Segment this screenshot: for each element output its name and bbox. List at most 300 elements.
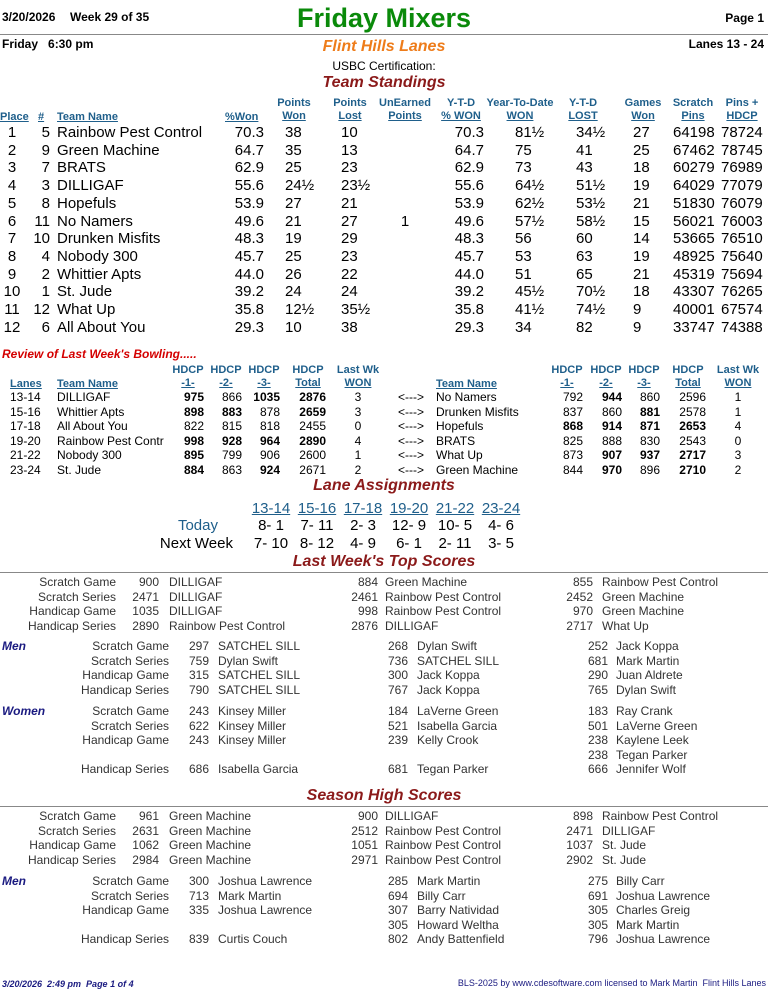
score-name-3: Joshua Lawrence bbox=[616, 888, 711, 903]
rev-col-g1: -1- bbox=[181, 377, 195, 389]
score-name-3: Rainbow Pest Control bbox=[602, 809, 719, 823]
review-a-total: 2671 bbox=[299, 462, 326, 477]
score-name-2: Barry Natividad bbox=[417, 903, 500, 917]
score-name-1: Rainbow Pest Control bbox=[169, 618, 286, 633]
standings-row bbox=[0, 283, 768, 301]
score-value-1: 2984 bbox=[132, 852, 159, 867]
standing-pct-won: 29.3 bbox=[234, 318, 264, 336]
standing-ytd-won: 62½ bbox=[515, 194, 545, 212]
score-value-3: 238 bbox=[587, 733, 608, 747]
review-team-b: Hopefuls bbox=[436, 419, 484, 433]
score-row bbox=[0, 604, 768, 618]
review-b-total: 2578 bbox=[679, 404, 706, 419]
score-name-1: Green Machine bbox=[169, 809, 252, 823]
review-a-g2: 866 bbox=[221, 390, 242, 404]
standing-pins-hdcp: 74388 bbox=[721, 318, 763, 336]
standings-row bbox=[0, 230, 768, 248]
standing-scratch-pins: 45319 bbox=[673, 265, 715, 283]
standing-number: 4 bbox=[41, 247, 50, 265]
score-row bbox=[0, 918, 768, 932]
score-value-3: 305 bbox=[587, 917, 608, 932]
score-label: Scratch Series bbox=[37, 823, 116, 838]
score-row bbox=[0, 704, 768, 718]
review-a-won: 4 bbox=[354, 433, 362, 448]
standing-points-won: 24½ bbox=[285, 177, 315, 195]
score-name-2: Andy Battenfield bbox=[417, 932, 505, 946]
review-versus: <---> bbox=[398, 448, 425, 462]
standing-pins-hdcp: 67574 bbox=[721, 301, 763, 318]
score-label: Scratch Game bbox=[92, 704, 169, 718]
standing-pins-hdcp: 78724 bbox=[721, 124, 763, 141]
rev-col-total-2: Total bbox=[675, 377, 701, 389]
review-team-a: Whittier Apts bbox=[57, 404, 125, 419]
standing-team: DILLIGAF bbox=[57, 177, 124, 195]
standing-place: 7 bbox=[7, 230, 17, 248]
review-row bbox=[0, 390, 768, 404]
score-name-1: SATCHEL SILL bbox=[218, 639, 301, 653]
score-label: Handicap Series bbox=[80, 932, 169, 946]
standings-title: Team Standings bbox=[322, 74, 446, 91]
standing-ytd-lost: 74½ bbox=[576, 301, 606, 318]
standings-row bbox=[0, 248, 768, 266]
standing-ytd-won: 41½ bbox=[515, 301, 545, 318]
standing-points-lost: 21 bbox=[341, 194, 358, 212]
score-name-2: DILLIGAF bbox=[385, 618, 439, 633]
standing-ytd-pct: 44.0 bbox=[454, 265, 484, 283]
review-b-g1: 844 bbox=[562, 462, 583, 477]
standing-ytd-lost: 65 bbox=[576, 265, 593, 283]
review-a-won: 0 bbox=[354, 419, 362, 433]
score-value-1: 839 bbox=[188, 932, 209, 946]
score-value-2: 184 bbox=[387, 704, 408, 718]
score-name-1: Isabella Garcia bbox=[218, 762, 299, 776]
standing-points-lost: 24 bbox=[341, 283, 358, 301]
standing-games-won: 18 bbox=[633, 283, 650, 301]
score-name-1: Joshua Lawrence bbox=[218, 874, 313, 888]
standing-pct-won: 62.9 bbox=[234, 159, 264, 177]
standing-team: Nobody 300 bbox=[57, 247, 138, 265]
col-scratch-2: Pins bbox=[681, 110, 705, 122]
review-a-g3: 924 bbox=[259, 462, 280, 477]
review-a-g3: 964 bbox=[259, 433, 280, 448]
page-label: Page 1 bbox=[725, 11, 764, 25]
standing-ytd-pct: 64.7 bbox=[454, 141, 484, 159]
standing-number: 2 bbox=[41, 265, 50, 283]
review-row bbox=[0, 419, 768, 433]
review-team-b: No Namers bbox=[436, 390, 497, 404]
score-name-3: Juan Aldrete bbox=[616, 668, 683, 682]
review-b-g3: 830 bbox=[639, 433, 660, 448]
lane-today-match: 12- 9 bbox=[391, 517, 427, 534]
score-name-2: Howard Weltha bbox=[417, 917, 499, 932]
standing-team: Rainbow Pest Control bbox=[57, 124, 203, 141]
score-name-1: DILLIGAF bbox=[169, 575, 223, 589]
standing-scratch-pins: 64198 bbox=[673, 124, 715, 141]
week-label: Week 29 of 35 bbox=[70, 10, 150, 24]
col-unearned-2: Points bbox=[388, 110, 422, 122]
standing-pct-won: 45.7 bbox=[234, 247, 264, 265]
score-label: Handicap Series bbox=[80, 762, 169, 776]
standing-number: 3 bbox=[41, 177, 50, 195]
standing-scratch-pins: 53665 bbox=[673, 230, 715, 248]
review-b-total: 2596 bbox=[679, 390, 706, 404]
rev-col-lastwk: Last Wk bbox=[336, 364, 380, 376]
score-name-3: Charles Greig bbox=[616, 903, 691, 917]
score-value-1: 961 bbox=[138, 809, 159, 823]
score-name-3: Billy Carr bbox=[616, 874, 665, 888]
rev-col-hdcp: HDCP bbox=[248, 364, 280, 376]
score-value-2: 1051 bbox=[351, 838, 378, 852]
rev-col-hdcp: HDCP bbox=[551, 364, 583, 376]
col-ytd-won-2: WON bbox=[506, 110, 534, 122]
score-row bbox=[0, 853, 768, 867]
standings-row bbox=[0, 177, 768, 195]
score-value-2: 521 bbox=[387, 718, 408, 733]
standing-points-lost: 27 bbox=[341, 212, 358, 230]
standing-scratch-pins: 64029 bbox=[673, 177, 715, 195]
header-divider bbox=[0, 34, 768, 35]
season-high-divider bbox=[0, 806, 768, 807]
review-a-won: 1 bbox=[354, 448, 362, 462]
score-row bbox=[0, 932, 768, 946]
standing-points-lost: 10 bbox=[341, 124, 358, 141]
standing-team: Hopefuls bbox=[57, 194, 117, 212]
standing-points-won: 19 bbox=[285, 230, 302, 248]
review-a-g3: 818 bbox=[259, 419, 280, 433]
score-value-1: 243 bbox=[188, 733, 209, 747]
score-row bbox=[0, 889, 768, 903]
standing-place: 4 bbox=[7, 177, 17, 195]
lane-assignments-title: Lane Assignments bbox=[313, 477, 455, 494]
review-b-g3: 896 bbox=[639, 462, 660, 477]
score-label: Scratch Game bbox=[92, 874, 169, 888]
score-value-3: 501 bbox=[587, 718, 608, 733]
review-team-a: Nobody 300 bbox=[57, 448, 122, 462]
top-women-label: Women bbox=[2, 704, 46, 718]
standings-row bbox=[0, 124, 768, 142]
score-name-2: Kelly Crook bbox=[417, 733, 479, 747]
score-name-3: Green Machine bbox=[602, 604, 685, 618]
score-label: Handicap Series bbox=[27, 852, 116, 867]
standing-ytd-pct: 35.8 bbox=[454, 301, 484, 318]
standing-points-won: 21 bbox=[285, 212, 302, 230]
score-name-2: Rainbow Pest Control bbox=[385, 838, 502, 852]
standings-row bbox=[0, 159, 768, 177]
score-row bbox=[0, 719, 768, 733]
standing-scratch-pins: 56021 bbox=[673, 212, 715, 230]
standing-pins-hdcp: 77079 bbox=[721, 177, 763, 195]
review-lanes: 19-20 bbox=[10, 433, 41, 448]
score-row bbox=[0, 824, 768, 838]
score-label: Scratch Series bbox=[37, 589, 116, 604]
score-name-3: Mark Martin bbox=[616, 653, 680, 668]
score-value-2: 998 bbox=[357, 604, 378, 618]
standing-place: 3 bbox=[7, 159, 17, 177]
standing-place: 2 bbox=[7, 141, 17, 159]
score-value-2: 767 bbox=[387, 682, 408, 697]
col-pct-won: %Won bbox=[225, 111, 259, 123]
rev-col-team-2: Team Name bbox=[436, 378, 497, 390]
col-points-won-1: Points bbox=[277, 97, 311, 109]
review-row bbox=[0, 448, 768, 462]
col-points-lost-1: Points bbox=[333, 97, 367, 109]
standing-games-won: 21 bbox=[633, 265, 650, 283]
score-label: Scratch Series bbox=[90, 888, 169, 903]
standing-place: 5 bbox=[7, 194, 17, 212]
review-b-g2: 914 bbox=[601, 419, 622, 433]
score-value-3: 305 bbox=[587, 903, 608, 917]
review-b-g2: 944 bbox=[601, 390, 622, 404]
score-name-2: DILLIGAF bbox=[385, 809, 439, 823]
score-value-2: 802 bbox=[387, 932, 408, 946]
standing-pct-won: 55.6 bbox=[234, 177, 264, 195]
score-value-1: 2471 bbox=[132, 589, 159, 604]
score-name-3: Kaylene Leek bbox=[616, 733, 689, 747]
review-a-g1: 895 bbox=[183, 448, 204, 462]
review-b-g2: 860 bbox=[601, 404, 622, 419]
review-team-b: Green Machine bbox=[436, 462, 519, 477]
review-b-g1: 868 bbox=[562, 419, 583, 433]
rev-col-g2-2: -2- bbox=[599, 377, 613, 389]
col-place: Place bbox=[0, 111, 29, 123]
standings-row bbox=[0, 319, 768, 337]
review-b-g3: 881 bbox=[639, 404, 660, 419]
lane-next-match: 6- 1 bbox=[396, 535, 422, 552]
standing-games-won: 9 bbox=[633, 318, 642, 336]
score-value-2: 681 bbox=[387, 762, 408, 776]
standing-games-won: 19 bbox=[633, 247, 650, 265]
review-b-total: 2710 bbox=[679, 462, 706, 477]
standing-pins-hdcp: 75640 bbox=[721, 247, 763, 265]
standing-pins-hdcp: 78745 bbox=[721, 141, 763, 159]
standing-scratch-pins: 60279 bbox=[673, 159, 715, 177]
standings-row bbox=[0, 213, 768, 231]
review-b-won: 1 bbox=[734, 390, 742, 404]
review-b-g3: 860 bbox=[639, 390, 660, 404]
standing-points-won: 10 bbox=[285, 318, 302, 336]
score-name-2: Mark Martin bbox=[417, 874, 481, 888]
score-value-3: 2452 bbox=[566, 589, 593, 604]
standing-number: 7 bbox=[41, 159, 50, 177]
score-name-2: Rainbow Pest Control bbox=[385, 852, 502, 867]
score-name-1: Kinsey Miller bbox=[218, 718, 287, 733]
score-name-2: SATCHEL SILL bbox=[417, 653, 500, 668]
lane-pair-header: 19-20 bbox=[389, 500, 429, 517]
review-b-g2: 907 bbox=[601, 448, 622, 462]
standing-pins-hdcp: 75694 bbox=[721, 265, 763, 283]
review-b-g3: 871 bbox=[639, 419, 660, 433]
lane-pair-header: 15-16 bbox=[297, 500, 337, 517]
score-value-3: 796 bbox=[587, 932, 608, 946]
review-versus: <---> bbox=[398, 433, 425, 448]
lane-next-match: 7- 10 bbox=[253, 535, 289, 552]
standing-place: 6 bbox=[7, 212, 17, 230]
score-name-3: St. Jude bbox=[602, 838, 647, 852]
review-team-a: St. Jude bbox=[57, 462, 102, 477]
lane-today-match: 2- 3 bbox=[350, 517, 376, 534]
score-value-2: 307 bbox=[387, 903, 408, 917]
standing-ytd-pct: 29.3 bbox=[454, 318, 484, 336]
rev-col-hdcp: HDCP bbox=[292, 364, 324, 376]
standing-games-won: 19 bbox=[633, 177, 650, 195]
score-name-3: Dylan Swift bbox=[616, 682, 677, 697]
review-b-g3: 937 bbox=[639, 448, 660, 462]
score-value-3: 1037 bbox=[566, 838, 593, 852]
standing-scratch-pins: 33747 bbox=[673, 318, 715, 336]
standing-points-won: 25 bbox=[285, 159, 302, 177]
score-value-1: 900 bbox=[138, 575, 159, 589]
lane-pair-header: 21-22 bbox=[435, 500, 475, 517]
standing-place: 10 bbox=[3, 283, 21, 301]
standing-points-lost: 13 bbox=[341, 141, 358, 159]
standing-ytd-won: 73 bbox=[515, 159, 532, 177]
standing-number: 10 bbox=[33, 230, 50, 248]
rev-col-hdcp: HDCP bbox=[672, 364, 704, 376]
score-name-3: What Up bbox=[602, 618, 649, 633]
standing-points-lost: 23 bbox=[341, 247, 358, 265]
col-unearned-1: UnEarned bbox=[379, 97, 431, 109]
score-value-3: 238 bbox=[587, 747, 608, 762]
standing-place: 1 bbox=[7, 124, 17, 141]
review-a-won: 3 bbox=[354, 404, 362, 419]
lane-next-match: 3- 5 bbox=[488, 535, 514, 552]
rev-col-total: Total bbox=[295, 377, 321, 389]
score-value-1: 686 bbox=[188, 762, 209, 776]
score-name-1: SATCHEL SILL bbox=[218, 668, 301, 682]
review-b-won: 2 bbox=[734, 462, 742, 477]
score-label: Scratch Game bbox=[39, 575, 116, 589]
score-value-2: 305 bbox=[387, 917, 408, 932]
score-label: Scratch Game bbox=[92, 639, 169, 653]
lane-next-match: 2- 11 bbox=[438, 535, 472, 552]
footer-license: BLS-2025 by www.cdesoftware.com licensed to Mark Martin Flint Hills Lanes bbox=[457, 978, 766, 988]
score-value-1: 2890 bbox=[132, 618, 159, 633]
score-name-3: LaVerne Green bbox=[616, 718, 698, 733]
standing-games-won: 25 bbox=[633, 141, 650, 159]
standing-ytd-pct: 55.6 bbox=[454, 177, 484, 195]
score-value-2: 2461 bbox=[351, 589, 378, 604]
standing-ytd-lost: 60 bbox=[576, 230, 593, 248]
score-row bbox=[0, 639, 768, 653]
score-label: Scratch Game bbox=[39, 809, 116, 823]
lane-today-match: 10- 5 bbox=[437, 517, 473, 534]
standing-points-lost: 23 bbox=[341, 159, 358, 177]
score-row bbox=[0, 619, 768, 633]
standing-ytd-won: 75 bbox=[515, 141, 532, 159]
review-a-total: 2890 bbox=[299, 433, 326, 448]
review-b-g2: 888 bbox=[601, 433, 622, 448]
standing-ytd-pct: 70.3 bbox=[454, 124, 484, 141]
rev-col-hdcp: HDCP bbox=[590, 364, 622, 376]
score-name-2: Tegan Parker bbox=[417, 762, 489, 776]
review-versus: <---> bbox=[398, 390, 425, 404]
standing-unearned: 1 bbox=[400, 212, 410, 230]
standing-ytd-won: 53 bbox=[515, 247, 532, 265]
score-name-1: Dylan Swift bbox=[218, 653, 279, 668]
score-name-3: St. Jude bbox=[602, 852, 647, 867]
score-name-1: Mark Martin bbox=[218, 888, 282, 903]
review-a-g2: 863 bbox=[221, 462, 242, 477]
review-a-g2: 799 bbox=[221, 448, 242, 462]
standing-ytd-pct: 48.3 bbox=[454, 230, 484, 248]
review-b-g1: 873 bbox=[562, 448, 583, 462]
top-men-label: Men bbox=[2, 639, 26, 653]
score-value-1: 790 bbox=[188, 682, 209, 697]
score-row bbox=[0, 668, 768, 682]
score-value-1: 315 bbox=[188, 668, 209, 682]
score-name-2: Rainbow Pest Control bbox=[385, 589, 502, 604]
lane-pair-header: 13-14 bbox=[251, 500, 291, 517]
review-lanes: 21-22 bbox=[10, 448, 41, 462]
review-versus: <---> bbox=[398, 419, 425, 433]
col-ytd-won-1: Year-To-Date bbox=[486, 97, 554, 109]
standings-row bbox=[0, 142, 768, 160]
score-name-3: Jack Koppa bbox=[616, 639, 679, 653]
review-b-g2: 970 bbox=[601, 462, 622, 477]
standing-ytd-won: 45½ bbox=[515, 283, 545, 301]
col-ytd-pct-2: % WON bbox=[441, 110, 481, 122]
score-label: Handicap Series bbox=[80, 682, 169, 697]
review-a-g2: 928 bbox=[221, 433, 242, 448]
review-b-won: 3 bbox=[734, 448, 742, 462]
score-name-3: Rainbow Pest Control bbox=[602, 575, 719, 589]
lane-next-match: 4- 9 bbox=[350, 535, 376, 552]
score-value-2: 884 bbox=[357, 575, 378, 589]
review-a-g3: 878 bbox=[259, 404, 280, 419]
review-a-total: 2659 bbox=[299, 404, 326, 419]
standing-ytd-lost: 63 bbox=[576, 247, 593, 265]
review-a-total: 2600 bbox=[299, 448, 326, 462]
standing-team: What Up bbox=[57, 301, 116, 318]
standing-ytd-lost: 53½ bbox=[576, 194, 606, 212]
review-b-won: 0 bbox=[734, 433, 742, 448]
score-name-1: Green Machine bbox=[169, 838, 252, 852]
score-name-3: Green Machine bbox=[602, 589, 685, 604]
today-label: Today bbox=[177, 517, 218, 534]
footer-timestamp: 3/20/2026 2:49 pm Page 1 of 4 bbox=[2, 979, 134, 989]
score-label: Handicap Game bbox=[29, 604, 116, 618]
score-name-3: Ray Crank bbox=[616, 704, 673, 718]
review-versus: <---> bbox=[398, 404, 425, 419]
review-a-won: 2 bbox=[354, 462, 362, 477]
standing-number: 11 bbox=[34, 212, 50, 230]
standing-points-won: 26 bbox=[285, 265, 302, 283]
review-lanes: 17-18 bbox=[10, 419, 41, 433]
score-row bbox=[0, 654, 768, 668]
col-scratch-1: Scratch bbox=[672, 97, 714, 109]
score-name-3: Mark Martin bbox=[616, 917, 680, 932]
review-title: Review of Last Week's Bowling..... bbox=[2, 347, 197, 361]
review-a-g1: 884 bbox=[183, 462, 204, 477]
review-a-g3: 906 bbox=[259, 448, 280, 462]
rev-col-g3-2: -3- bbox=[637, 377, 651, 389]
review-a-won: 3 bbox=[354, 390, 362, 404]
rev-col-won-2: WON bbox=[724, 377, 752, 389]
rev-col-g2: -2- bbox=[219, 377, 233, 389]
score-name-3: Tegan Parker bbox=[616, 747, 688, 762]
review-team-a: All About You bbox=[57, 419, 128, 433]
standing-pins-hdcp: 76265 bbox=[721, 283, 763, 301]
score-value-2: 285 bbox=[387, 874, 408, 888]
lane-next-match: 8- 12 bbox=[299, 535, 335, 552]
standing-points-won: 35 bbox=[285, 141, 302, 159]
score-name-1: Kinsey Miller bbox=[218, 733, 287, 747]
standing-pct-won: 49.6 bbox=[234, 212, 264, 230]
standing-points-won: 27 bbox=[285, 194, 302, 212]
score-name-3: DILLIGAF bbox=[602, 823, 656, 838]
standing-number: 5 bbox=[41, 124, 50, 141]
league-title: Friday Mixers bbox=[296, 3, 472, 33]
